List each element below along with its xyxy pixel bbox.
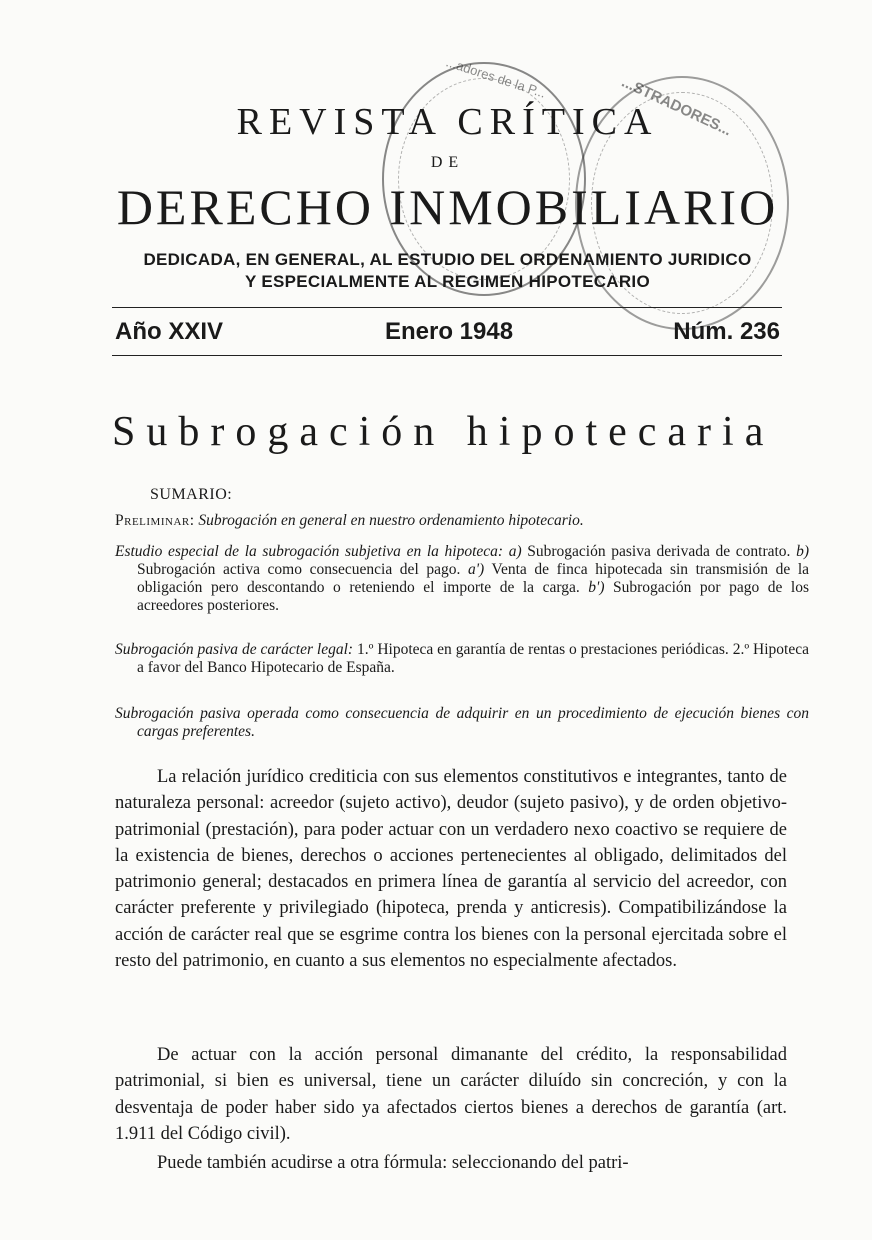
summary-item-text: Venta de finca hipotecada sin transmisión de la obligación pero descontando o reteniendo el importe de la carga. (137, 561, 810, 596)
summary-item-text: Subrogación por pago de los acreedores posteriores. (137, 579, 810, 614)
paragraph-text: De actuar con la acción personal dimanante del crédito, la responsabilidad patrimonial, si bien es universal, tiene un carácter diluído sin concreción, y con la desventaja de poder haber sido ya afectados ciertos bienes a derechos de garantía (art. 1.911 del Código civil). (115, 1045, 787, 1144)
summary-item-preliminar (115, 512, 809, 530)
body-paragraph (115, 764, 787, 974)
issue-date: Enero 1948 (385, 318, 514, 345)
body-paragraph (115, 1042, 787, 1147)
summary-item-marker: a') (467, 561, 485, 578)
summary-item-legal (115, 641, 809, 677)
article-title: Subrogación hipotecaria (112, 409, 775, 455)
journal-title-de: DE (430, 154, 465, 171)
stamp-left-text: ...adores de la P... (444, 54, 548, 101)
body-paragraph (115, 1150, 787, 1176)
journal-title-line2: DERECHO INMOBILIARIO (116, 179, 779, 235)
journal-title-line1: REVISTA CRÍTICA (236, 101, 659, 143)
summary-label: SUMARIO: (150, 486, 233, 503)
issue-number: Núm. 236 (673, 318, 780, 345)
journal-dedication-line2: Y ESPECIALMENTE AL REGIMEN HIPOTECARIO (245, 272, 650, 291)
paragraph-text: La relación jurídico crediticia con sus elementos constitutivos e integrantes, tanto de naturaleza personal: acreedor (sujeto activo), deudor (sujeto pasivo), y de orden objetivo-patrimonial (prestación), para poder actuar con un verdadero nexo coactivo se requiere de la existencia de bienes, derechos o acciones pertenecientes al obligado, delimitados del patrimonio general; destacados en primera línea de garantía al servicio del acreedor, con carácter preferente y privilegiado (hipoteca, prenda y anticresis). Compatibilizándose la acción de carácter real que se esgrime contra los bienes con la personal ejercitada sobre el resto del patrimonio, en cuanto a sus elementos no especialmente afectados. (115, 767, 787, 972)
header-rule-bottom (112, 355, 782, 356)
summary-item-text: Subrogación pasiva derivada de contrato. (521, 543, 797, 560)
issue-year: Año XXIV (115, 318, 224, 345)
summary-item-lead: Preliminar: (115, 512, 195, 529)
summary-item-lead: Subrogación pasiva de carácter legal: (115, 641, 354, 658)
paragraph-text: Puede también acudirse a otra fórmula: seleccionando del patri- (157, 1153, 629, 1173)
summary-item-procedimiento: Subrogación pasiva operada como consecuencia de adquirir en un procedimiento de ejecución bienes con cargas preferentes. (115, 705, 809, 740)
summary-item-text: Subrogación activa como consecuencia del pago. (137, 561, 468, 578)
summary-item-text: 1.º Hipoteca en garantía de rentas o prestaciones periódicas. 2.º Hipoteca a favor del Banco Hipotecario de España. (137, 641, 809, 676)
summary-item-marker: b') (588, 579, 605, 596)
stamp-right-text: ...STRADORES... (618, 73, 735, 140)
summary-item-lead: Estudio especial de la subrogación subjetiva en la hipoteca: a) (115, 543, 522, 560)
summary-item-estudio (115, 543, 809, 615)
summary-item-text: Subrogación en general en nuestro ordenamiento hipotecario. (194, 512, 584, 529)
journal-dedication-line1: DEDICADA, EN GENERAL, AL ESTUDIO DEL ORDENAMIENTO JURIDICO (143, 250, 752, 269)
summary-item-marker: b) (796, 543, 809, 560)
header-rule-top (112, 307, 782, 308)
